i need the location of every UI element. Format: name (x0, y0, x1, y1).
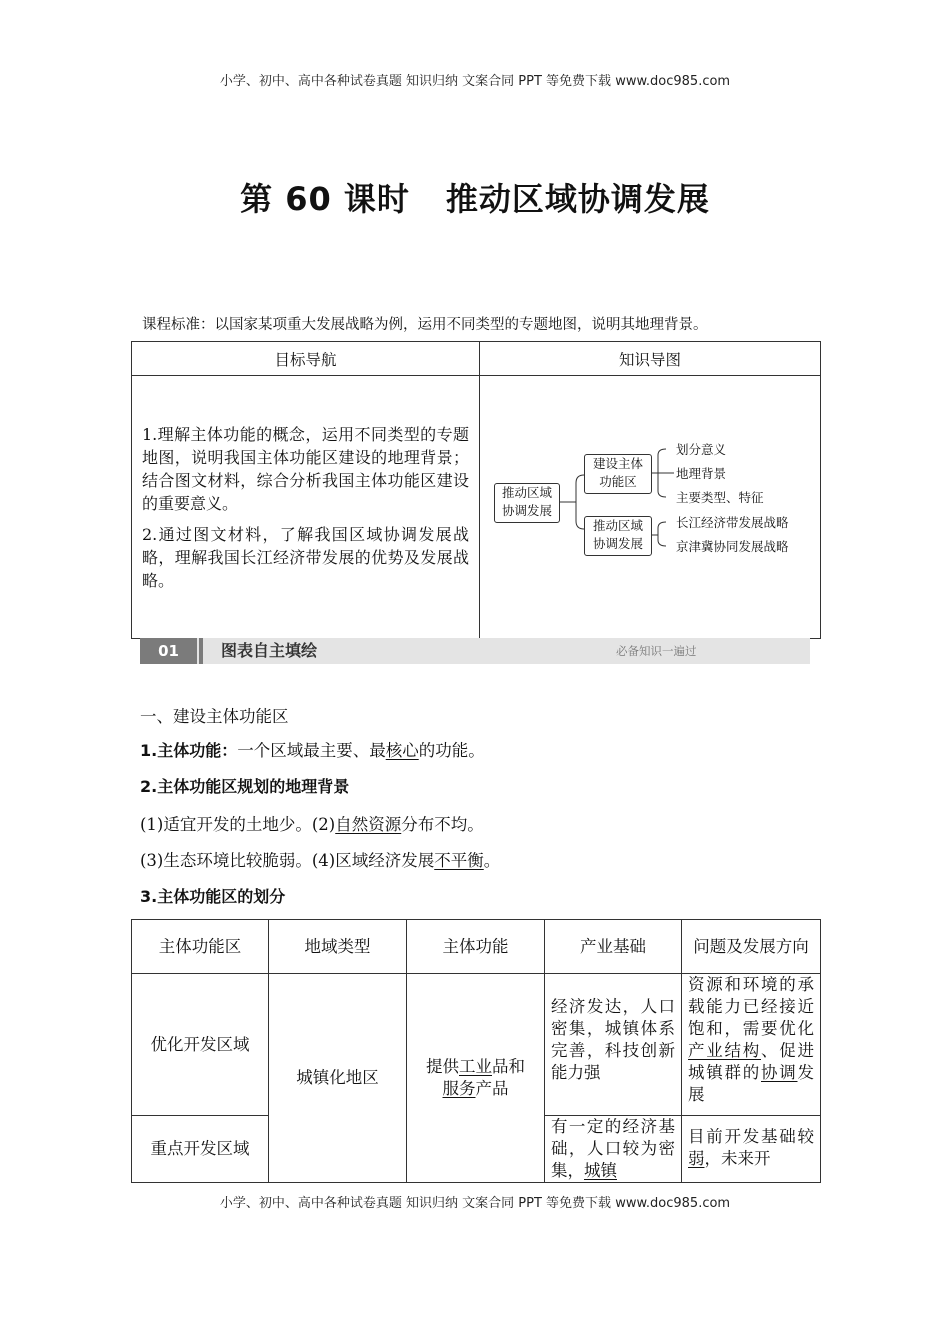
lesson-number: 第 60 课时 (240, 180, 410, 218)
blank-answer: 城镇 (584, 1161, 617, 1180)
heading-main-zones: 一、建设主体功能区 (140, 707, 289, 726)
zones-table (131, 919, 821, 1183)
region-type-urban: 城镇化地区 (269, 974, 407, 1183)
mindmap-leaf: 长江经济带发展战略 (676, 515, 789, 530)
industry-base-key: 有一定的经济基础，人口较为密集，城镇 (545, 1116, 682, 1183)
section-title: 图表自主填绘 (221, 641, 318, 660)
section-number: 01 (140, 638, 197, 664)
col-header: 主体功能 (407, 920, 545, 974)
blank-answer: 弱 (688, 1149, 705, 1168)
page-title (0, 174, 950, 220)
zone-key: 重点开发区域 (132, 1116, 269, 1183)
heading-division: 3.主体功能区的划分 (140, 887, 286, 906)
blank-answer: 产业结构 (688, 1041, 761, 1060)
blank-answer: 核心 (385, 741, 419, 760)
page-footer-banner: 小学、初中、高中各种试卷真题 知识归纳 文案合同 PPT 等免费下载 www.doc985.com (219, 1196, 731, 1211)
mindmap-branch-coordination: 推动区域 协调发展 (584, 516, 652, 556)
course-standard: 课程标准：以国家某项重大发展战略为例，运用不同类型的专题地图，说明其地理背景。 (142, 317, 708, 333)
zone-optimized: 优化开发区域 (132, 974, 269, 1116)
definition-line: 1.主体功能：一个区域最主要、最核心的功能。 (140, 741, 485, 760)
lesson-topic: 推动区域协调发展 (445, 180, 710, 218)
section-subtitle: 必备知识一遍过 (616, 644, 697, 658)
col-header: 问题及发展方向 (682, 920, 821, 974)
goal-item: 2.通过图文材料，了解我国区域协调发展战略，理解我国长江经济带发展的优势及发展战略。 (142, 524, 469, 590)
col-header: 产业基础 (545, 920, 682, 974)
col-header: 主体功能区 (132, 920, 269, 974)
mindmap-root: 推动区域 协调发展 (494, 483, 560, 523)
mindmap-leaf: 主要类型、特征 (676, 490, 764, 505)
blank-answer: 服务 (442, 1079, 476, 1098)
mindmap-cell (480, 376, 821, 639)
mindmap-header: 知识导图 (480, 342, 821, 376)
direction-optimized: 资源和环境的承载能力已经接近饱和，需要优化产业结构、促进城镇群的协调发展 (682, 974, 821, 1116)
goals-header: 目标导航 (132, 342, 480, 376)
goals-cell (132, 376, 480, 639)
industry-base-optimized: 经济发达，人口密集，城镇体系完善，科技创新能力强 (545, 974, 682, 1116)
objectives-table (131, 341, 821, 639)
section-divider (199, 638, 203, 664)
direction-key: 目前开发基础较弱，未来开 (682, 1116, 821, 1183)
blank-answer: 协调 (761, 1063, 798, 1082)
mindmap-leaf: 划分意义 (676, 442, 727, 457)
page-header-banner: 小学、初中、高中各种试卷真题 知识归纳 文案合同 PPT 等免费下载 www.doc985.com (219, 74, 731, 89)
main-function-cell: 提供工业品和 服务产品 (407, 974, 545, 1183)
knowledge-mindmap (480, 376, 821, 638)
blank-answer: 自然资源 (335, 815, 402, 834)
heading-background: 2.主体功能区规划的地理背景 (140, 777, 350, 796)
mindmap-leaf: 京津冀协同发展战略 (676, 539, 789, 554)
blank-answer: 工业 (459, 1057, 492, 1076)
goal-item: 1.理解主体功能的概念，运用不同类型的专题地图，说明我国主体功能区建设的地理背景；结合图文材料，综合分析我国主体功能区建设的重要意义。 (142, 424, 469, 513)
background-line-1: (1)适宜开发的土地少。(2)自然资源分布不均。 (140, 815, 484, 834)
background-line-2: (3)生态环境比较脆弱。(4)区域经济发展不平衡。 (140, 851, 501, 870)
blank-answer: 不平衡 (434, 851, 484, 870)
col-header: 地域类型 (269, 920, 407, 974)
mindmap-branch-zones: 建设主体 功能区 (584, 454, 652, 494)
mindmap-leaf: 地理背景 (676, 466, 727, 481)
